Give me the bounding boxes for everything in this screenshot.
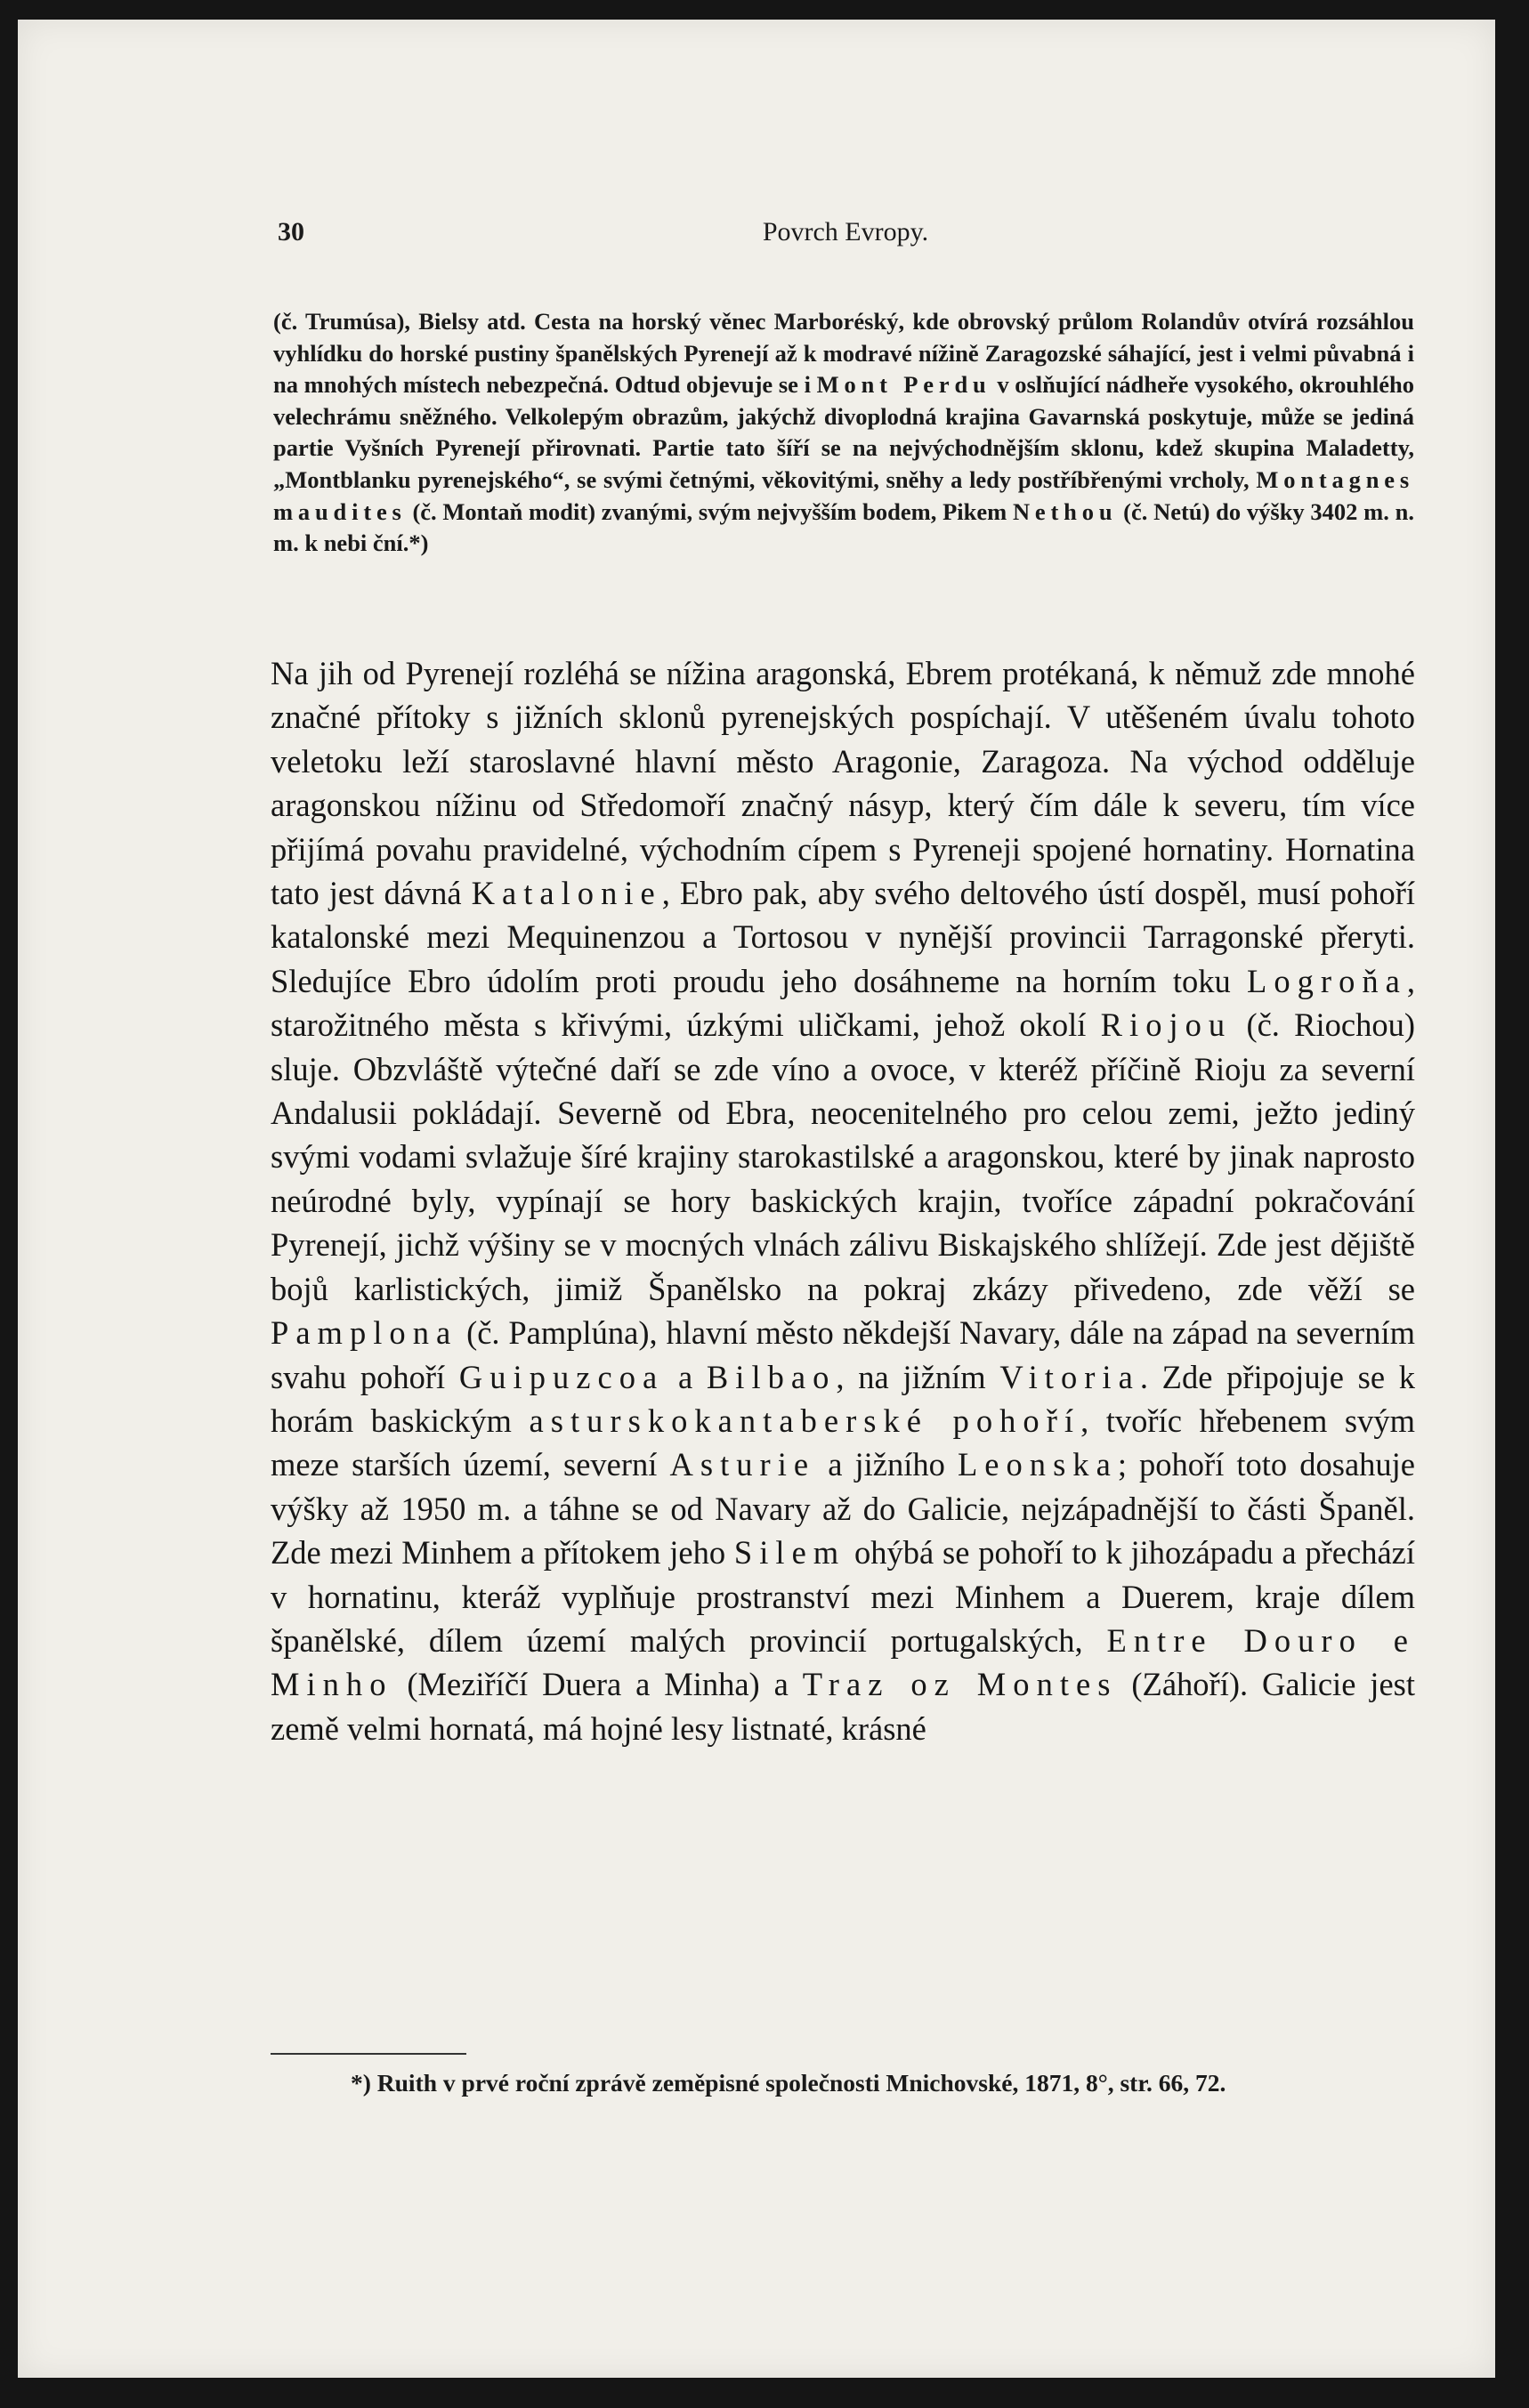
text-run: a jižního bbox=[815, 1446, 958, 1483]
text-run: , tvoříc hřebenem svým meze starších území, severní bbox=[271, 1402, 1415, 1483]
text-run: ohýbá se pohoří to k jihozápadu a přechází v hornatinu, kteráž vyplňuje prostranství mezi Minhem a Duerem, kraje dílem španělské, dílem území malých provincií portugalských, bbox=[271, 1534, 1415, 1659]
text-run: v oslňující nádheře vysokého, okrouhlého velechrámu sněžného. Velkolepým obrazům, jakýchž divoplodná krajina Gavarnská poskytuje, může se jediná partie Vyšních Pyrenejí přirovnati. Partie tato šíří se na nejvýchodnějším sklonu, kdež skupina Maladetty, „Montblanku pyrenejského“, se svými četnými, věkovitými, sněhy a ledy postříbřenými vrcholy, bbox=[273, 371, 1415, 493]
text-run: (č. Pamplúna), hlavní město někdejší Navary, dále na západ na severním svahu pohoří bbox=[271, 1314, 1415, 1395]
text-run: (č. Netú) do výšky 3402 m. n. m. k nebi ční.*) bbox=[273, 497, 1414, 557]
text-run: ; pohoří toto dosahuje výšky až 1950 m. a táhne se od Navary až do Galicie, nejzápadnější to části Španěl. Zde mezi Minhem a přítokem jeho bbox=[271, 1446, 1416, 1572]
spaced-name: Katalonie bbox=[471, 875, 662, 912]
spaced-name: asturskokantaberské pohoří bbox=[529, 1402, 1081, 1439]
small-print-paragraph bbox=[273, 306, 1414, 560]
spaced-name: Leonska bbox=[957, 1446, 1118, 1483]
text-run: (č. Montaň modit) zvanými, svým nejvyšším bodem, Pikem bbox=[406, 497, 1013, 525]
text-run: , Ebro pak, aby svého deltového ústí dospěl, musí pohoří katalonské mezi Mequinenzou a Tortosou v nynější provincii Tarragonské přeryti. Sledujíce Ebro údolím proti proudu jeho dosáhneme na horním toku bbox=[271, 875, 1415, 999]
page-header bbox=[278, 217, 1413, 253]
spaced-name: Mont Perdu bbox=[816, 371, 991, 399]
spaced-name: Asturie bbox=[669, 1446, 816, 1483]
text-run: , starožitného města s křivými, úzkými uličkami, jehož okolí bbox=[271, 962, 1415, 1044]
footnote-divider bbox=[271, 2053, 466, 2055]
spaced-name: Traz oz Montes bbox=[802, 1666, 1118, 1703]
spaced-name: Nethou bbox=[1012, 497, 1118, 525]
spaced-name: Riojou bbox=[1100, 1006, 1233, 1044]
page-number: 30 bbox=[278, 217, 304, 246]
spaced-name: Guipuzcoa bbox=[458, 1358, 665, 1395]
running-title: Povrch Evropy. bbox=[762, 217, 929, 246]
text-run: (Záhoří). Galicie jest země velmi hornatá, má hojné lesy listnaté, krásné bbox=[271, 1666, 1415, 1747]
spaced-name: Silem bbox=[733, 1534, 846, 1572]
book-page bbox=[18, 20, 1495, 2378]
spaced-name: Logroňa bbox=[1247, 962, 1407, 999]
spaced-name: Pamplona bbox=[271, 1314, 458, 1352]
text-run: Na jih od Pyrenejí rozléhá se nížina aragonská, Ebrem protékaná, k němuž zde mnohé značné přítoky s jižních sklonů pyrenejských pospíchají. V utěšeném úvalu tohoto veletoku leží staroslavné hlavní město Aragonie, Zaragoza. Na východ odděluje aragonskou nížinu od Středomoří značný násyp, který čím dále k severu, tím více přijímá povahu pravidelné, východním cípem s Pyreneji spojené hornatiny. Hornatina tato jest dávná bbox=[271, 655, 1415, 912]
text-run: (č. Riochou) sluje. Obzvláště výtečné daří se zde víno a ovoce, v kteréž příčině Rioju za severní Andalusii pokládají. Severně od Ebra, neocenitelného pro celou zemi, ježto jediný svými vodami svlažuje šíré krajiny starokastilské a aragonskou, které by jinak naprosto neúrodné byly, vypínají se hory baskických krajin, tvoříce západní pokračování Pyrenejí, jichž výšiny se v mocných vlnách zálivu Biskajského shlížejí. Zde jest dějiště bojů karlistických, jimiž Španělsko na pokraj zkázy přivedeno, zde věží se bbox=[271, 1006, 1415, 1307]
text-run: (Meziříčí Duera a Minha) a bbox=[392, 1666, 803, 1703]
spaced-name: Entre Douro e Minho bbox=[271, 1621, 1415, 1703]
text-run: . Zde připojuje se k horám baskickým bbox=[271, 1358, 1416, 1439]
main-paragraph bbox=[271, 651, 1415, 1750]
spaced-name: Bilbao bbox=[706, 1358, 837, 1395]
spaced-name: Vitoria bbox=[999, 1358, 1140, 1395]
text-run: (č. Trumúsa), Bielsy atd. Cesta na horský věnec Marboréský, kde obrovský průlom Rolandův otvírá rozsáhlou vyhlídku do horské pustiny španělských Pyrenejí až k modravé nížině Zaragozské sáhající, jest i velmi půvabná i na mnohých místech nebezpečná. Odtud objevuje se i bbox=[273, 308, 1414, 399]
text-run: , na jižním bbox=[836, 1358, 1000, 1395]
text-run: a bbox=[664, 1358, 707, 1395]
footnote: *) Ruith v prvé roční zprávě zeměpisné společnosti Mnichovské, 1871, 8°, str. 66, 72. bbox=[351, 2069, 1226, 2097]
spaced-name: Montagnes maudites bbox=[273, 465, 1414, 525]
